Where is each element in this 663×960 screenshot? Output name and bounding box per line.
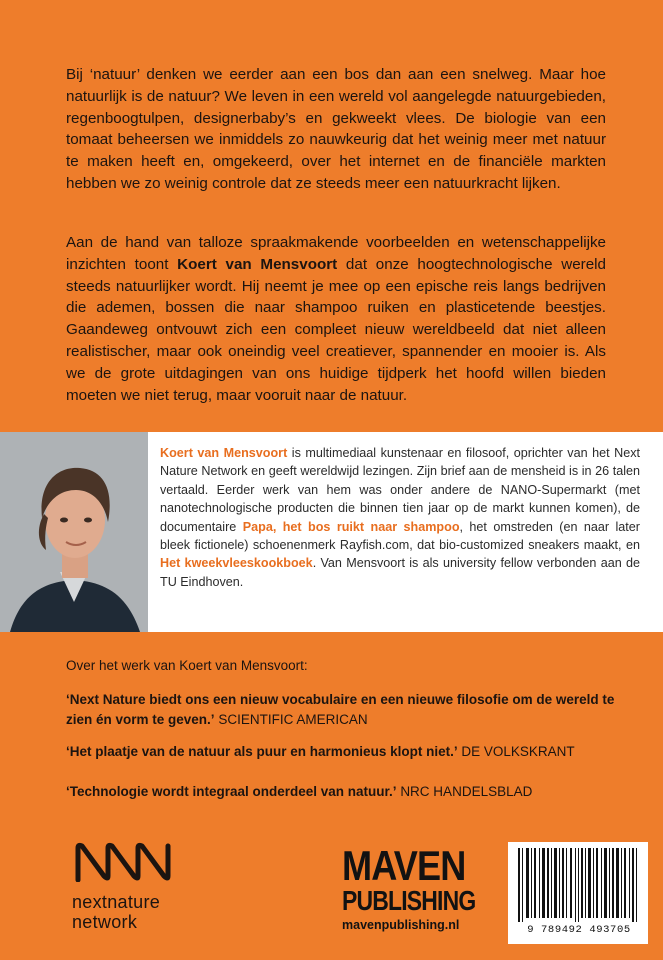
reviews-heading: Over het werk van Koert van Mensvoort: (66, 658, 308, 673)
bio-author-name: Koert van Mensvoort (160, 446, 288, 460)
quote-source: DE VOLKSKRANT (461, 744, 575, 759)
maven-wordmark: MAVEN (342, 842, 466, 889)
quote-text: ‘Technologie wordt integraal onderdeel van natuur.’ (66, 784, 397, 799)
publisher-url: mavenpublishing.nl (342, 918, 460, 932)
quote-text: ‘Next Nature biedt ons een nieuw vocabulaire en een nieuwe filosofie om de wereld te zien én vorm te geven.’ (66, 692, 615, 727)
quote-source: SCIENTIFIC AMERICAN (218, 712, 368, 727)
quote-source: NRC HANDELSBLAD (400, 784, 533, 799)
barcode-bars (516, 848, 640, 922)
nextnature-line2: network (72, 912, 138, 932)
nextnature-wordmark (72, 892, 160, 932)
nextnature-network-logo (72, 842, 192, 942)
review-quote-1 (66, 690, 626, 730)
publishing-wordmark: PUBLISHING (342, 885, 476, 916)
bio-text-3: . Van Mensvoort is als university fellow verbonden aan de TU Eindhoven. (160, 556, 640, 589)
maven-publishing-logo (342, 842, 502, 932)
description-paragraph (66, 232, 606, 406)
author-bio (160, 444, 640, 591)
review-quote-2 (66, 742, 626, 762)
portrait-drawing (0, 432, 148, 632)
intro-paragraph: Bij ‘natuur’ denken we eerder aan een bos dan aan een snelweg. Maar hoe natuurlijk is de natuur? We leven in een wereld vol aangelegde natuurgebieden, regenboogtulpen, designerbaby’s en gekweekt vlees. De biologie van een tomaat beheersen we inmiddels zo nauwkeurig dat het weinig meer met natuur te maken heeft en, omgekeerd, over het internet en de financiële markten hebben we zo weinig controle dat ze steeds meer een natuurkracht lijken. (66, 66, 606, 192)
bio-film-title: Papa, het bos ruikt naar shampoo (242, 519, 460, 534)
nextnature-line1: nextnature (72, 892, 161, 912)
isbn-barcode (508, 842, 648, 944)
author-name-bold: Koert van Mensvoort (177, 255, 338, 273)
bio-text-2: , het omstreden (en naar later bleek fictionele) schoenenmerk Rayfish.com, dat bio-customized sneakers maakt, en (160, 519, 640, 553)
p2-after: dat onze hoogtechnologische wereld steeds natuurlijker wordt. Hij neemt je mee op een epische reis langs bedrijven die ademen, bossen die naar shampoo ruiken en plasticetende beestjes. Gaandeweg ontvouwt zich een compleet nieuw wereldbeeld dat niet alleen realistischer, maar ook oneindig veel creatiever, spannender en mooier is. Als we de grote uitdagingen van ons huidige tijdperk het hoofd willen bieden moeten we niet terug, maar vooruit naar de natuur. (66, 255, 606, 404)
review-quote-3 (66, 782, 626, 802)
p2-before: Aan de hand van talloze spraakmakende voorbeelden en wetenschappelijke inzichten toont (66, 234, 606, 273)
author-bio-band (0, 432, 663, 632)
nextnature-nnn-icon (74, 842, 184, 882)
author-portrait (0, 432, 148, 632)
quote-text: ‘Het plaatje van de natuur als puur en harmonieus klopt niet.’ (66, 744, 458, 759)
bio-text-1: is multimediaal kunstenaar en filosoof, oprichter van het Next Nature Network en geeft wereldwijd lezingen. Zijn brief aan de mensheid is in 26 talen vertaald. Eerder werk van hem was onder andere de NANO-Supermarkt (met nanotechnologische producten die binnen tien jaar op de markt kunnen komen), de documentaire (160, 446, 641, 534)
bio-book-title: Het kweekvleeskookboek (160, 556, 313, 571)
isbn-number: 9 789492 493705 (527, 924, 631, 936)
